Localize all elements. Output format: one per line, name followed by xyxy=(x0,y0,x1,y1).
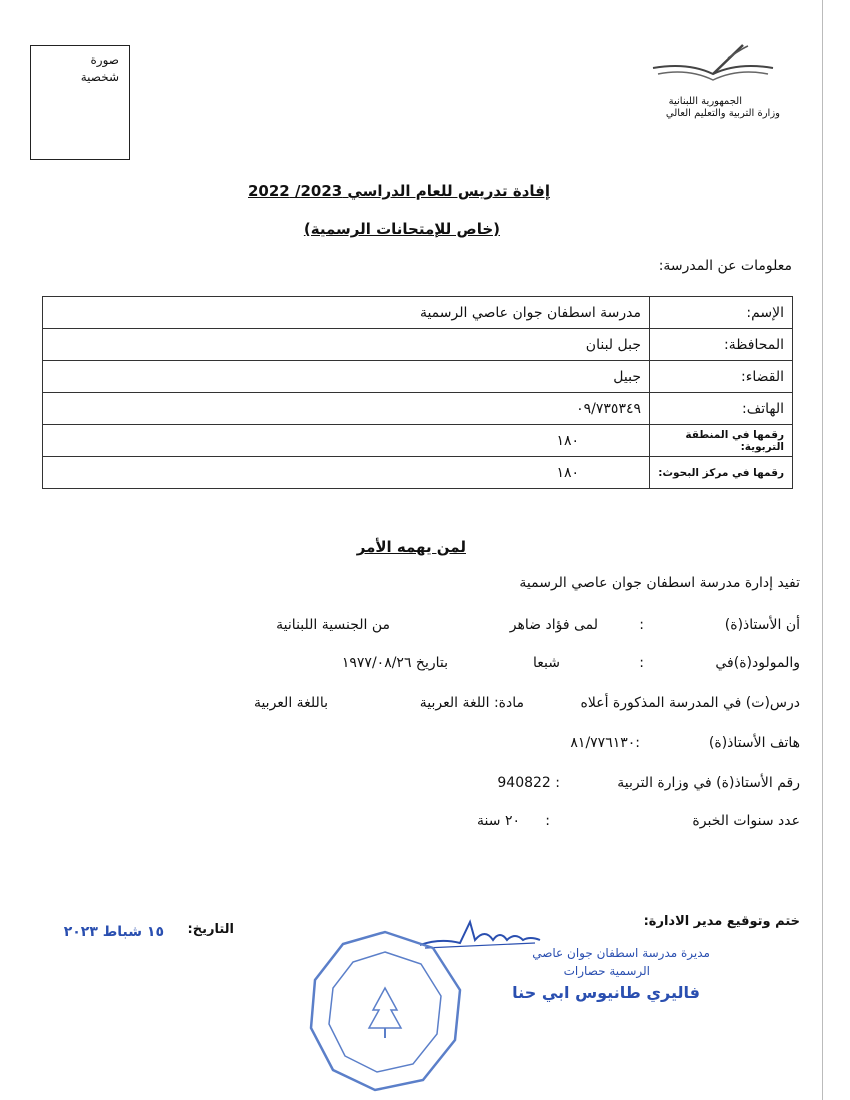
taught-label: درس(ت) في المدرسة المذكورة أعلاه xyxy=(580,695,800,711)
official-stamp-icon xyxy=(305,928,465,1093)
teacher-name: لمى فؤاد ضاهر xyxy=(509,617,598,633)
subject: مادة: اللغة العربية xyxy=(419,695,524,711)
edu-region-number-label: رقمها في المنطقة التربوية: xyxy=(650,425,793,457)
table-row xyxy=(43,361,793,393)
ministry-line1: الجمهورية اللبنانية xyxy=(668,96,742,107)
research-center-number-value: ١٨٠ xyxy=(43,457,650,489)
colon: : xyxy=(639,617,644,633)
district-value: جبيل xyxy=(43,361,650,393)
signature-label: ختم وتوقيع مدير الادارة: xyxy=(643,914,800,929)
teacher-phone: :٨١/٧٧٦١٣٠ xyxy=(570,735,640,751)
birth-place: شبعا xyxy=(533,655,560,671)
photo-label-line1: صورة xyxy=(90,53,119,67)
table-row xyxy=(43,297,793,329)
page-margin-line xyxy=(822,0,823,1100)
school-info-table xyxy=(42,296,793,489)
photo-label xyxy=(39,52,119,86)
school-name-value: مدرسة اسطفان جوان عاصي الرسمية xyxy=(43,297,650,329)
governorate-label: المحافظة: xyxy=(650,329,793,361)
date-value: ١٥ شباط ٢٠٢٣ xyxy=(63,924,164,940)
document-subtitle: (خاص للإمتحانات الرسمية) xyxy=(303,220,500,238)
school-name-label: الإسم: xyxy=(650,297,793,329)
edu-region-number-value: ١٨٠ xyxy=(43,425,650,457)
table-row xyxy=(43,329,793,361)
ministry-number: : 940822 xyxy=(497,775,560,791)
district-label: القضاء: xyxy=(650,361,793,393)
director-title-line1: مديرة مدرسة اسطفان جوان عاصي xyxy=(532,946,710,960)
ministry-number-label: رقم الأستاذ(ة) في وزارة التربية xyxy=(617,775,800,791)
experience-label: عدد سنوات الخبرة xyxy=(692,813,800,829)
governorate-value: جبل لبنان xyxy=(43,329,650,361)
birth-date: بتاريخ ١٩٧٧/٠٨/٢٦ xyxy=(341,655,448,671)
intro-line: تفيد إدارة مدرسة اسطفان جوان عاصي الرسمية xyxy=(519,575,800,591)
birth-label: والمولود(ة)في xyxy=(715,655,800,671)
table-row xyxy=(43,425,793,457)
research-center-number-label: رقمها في مركز البحوث: xyxy=(650,457,793,489)
experience-years: ٢٠ سنة xyxy=(477,813,520,829)
to-whom-heading: لمن يهمه الأمر xyxy=(356,538,466,556)
director-title-line2: الرسمية حصارات xyxy=(563,964,650,978)
teacher-nationality: من الجنسية اللبنانية xyxy=(276,617,390,633)
table-row xyxy=(43,393,793,425)
document-title: إفادة تدريس للعام الدراسي 2023/ 2022 xyxy=(248,182,550,200)
phone-value: ٠٩/٧٣٥٣٤٩ xyxy=(43,393,650,425)
ministry-line2: وزارة التربية والتعليم العالي xyxy=(665,108,780,119)
teacher-phone-label: هاتف الأستاذ(ة) xyxy=(708,735,800,751)
teaching-language: باللغة العربية xyxy=(253,695,328,711)
personal-photo-box xyxy=(30,45,130,160)
date-label: التاريخ: xyxy=(187,922,234,937)
photo-label-line2: شخصية xyxy=(80,70,119,84)
phone-label: الهاتف: xyxy=(650,393,793,425)
table-row xyxy=(43,457,793,489)
director-name: فاليري طانيوس ابي حنا xyxy=(512,983,700,1002)
colon: : xyxy=(545,813,550,829)
colon: : xyxy=(639,655,644,671)
school-info-heading: معلومات عن المدرسة: xyxy=(658,258,792,274)
teacher-name-label: أن الأستاذ(ة) xyxy=(724,617,800,633)
